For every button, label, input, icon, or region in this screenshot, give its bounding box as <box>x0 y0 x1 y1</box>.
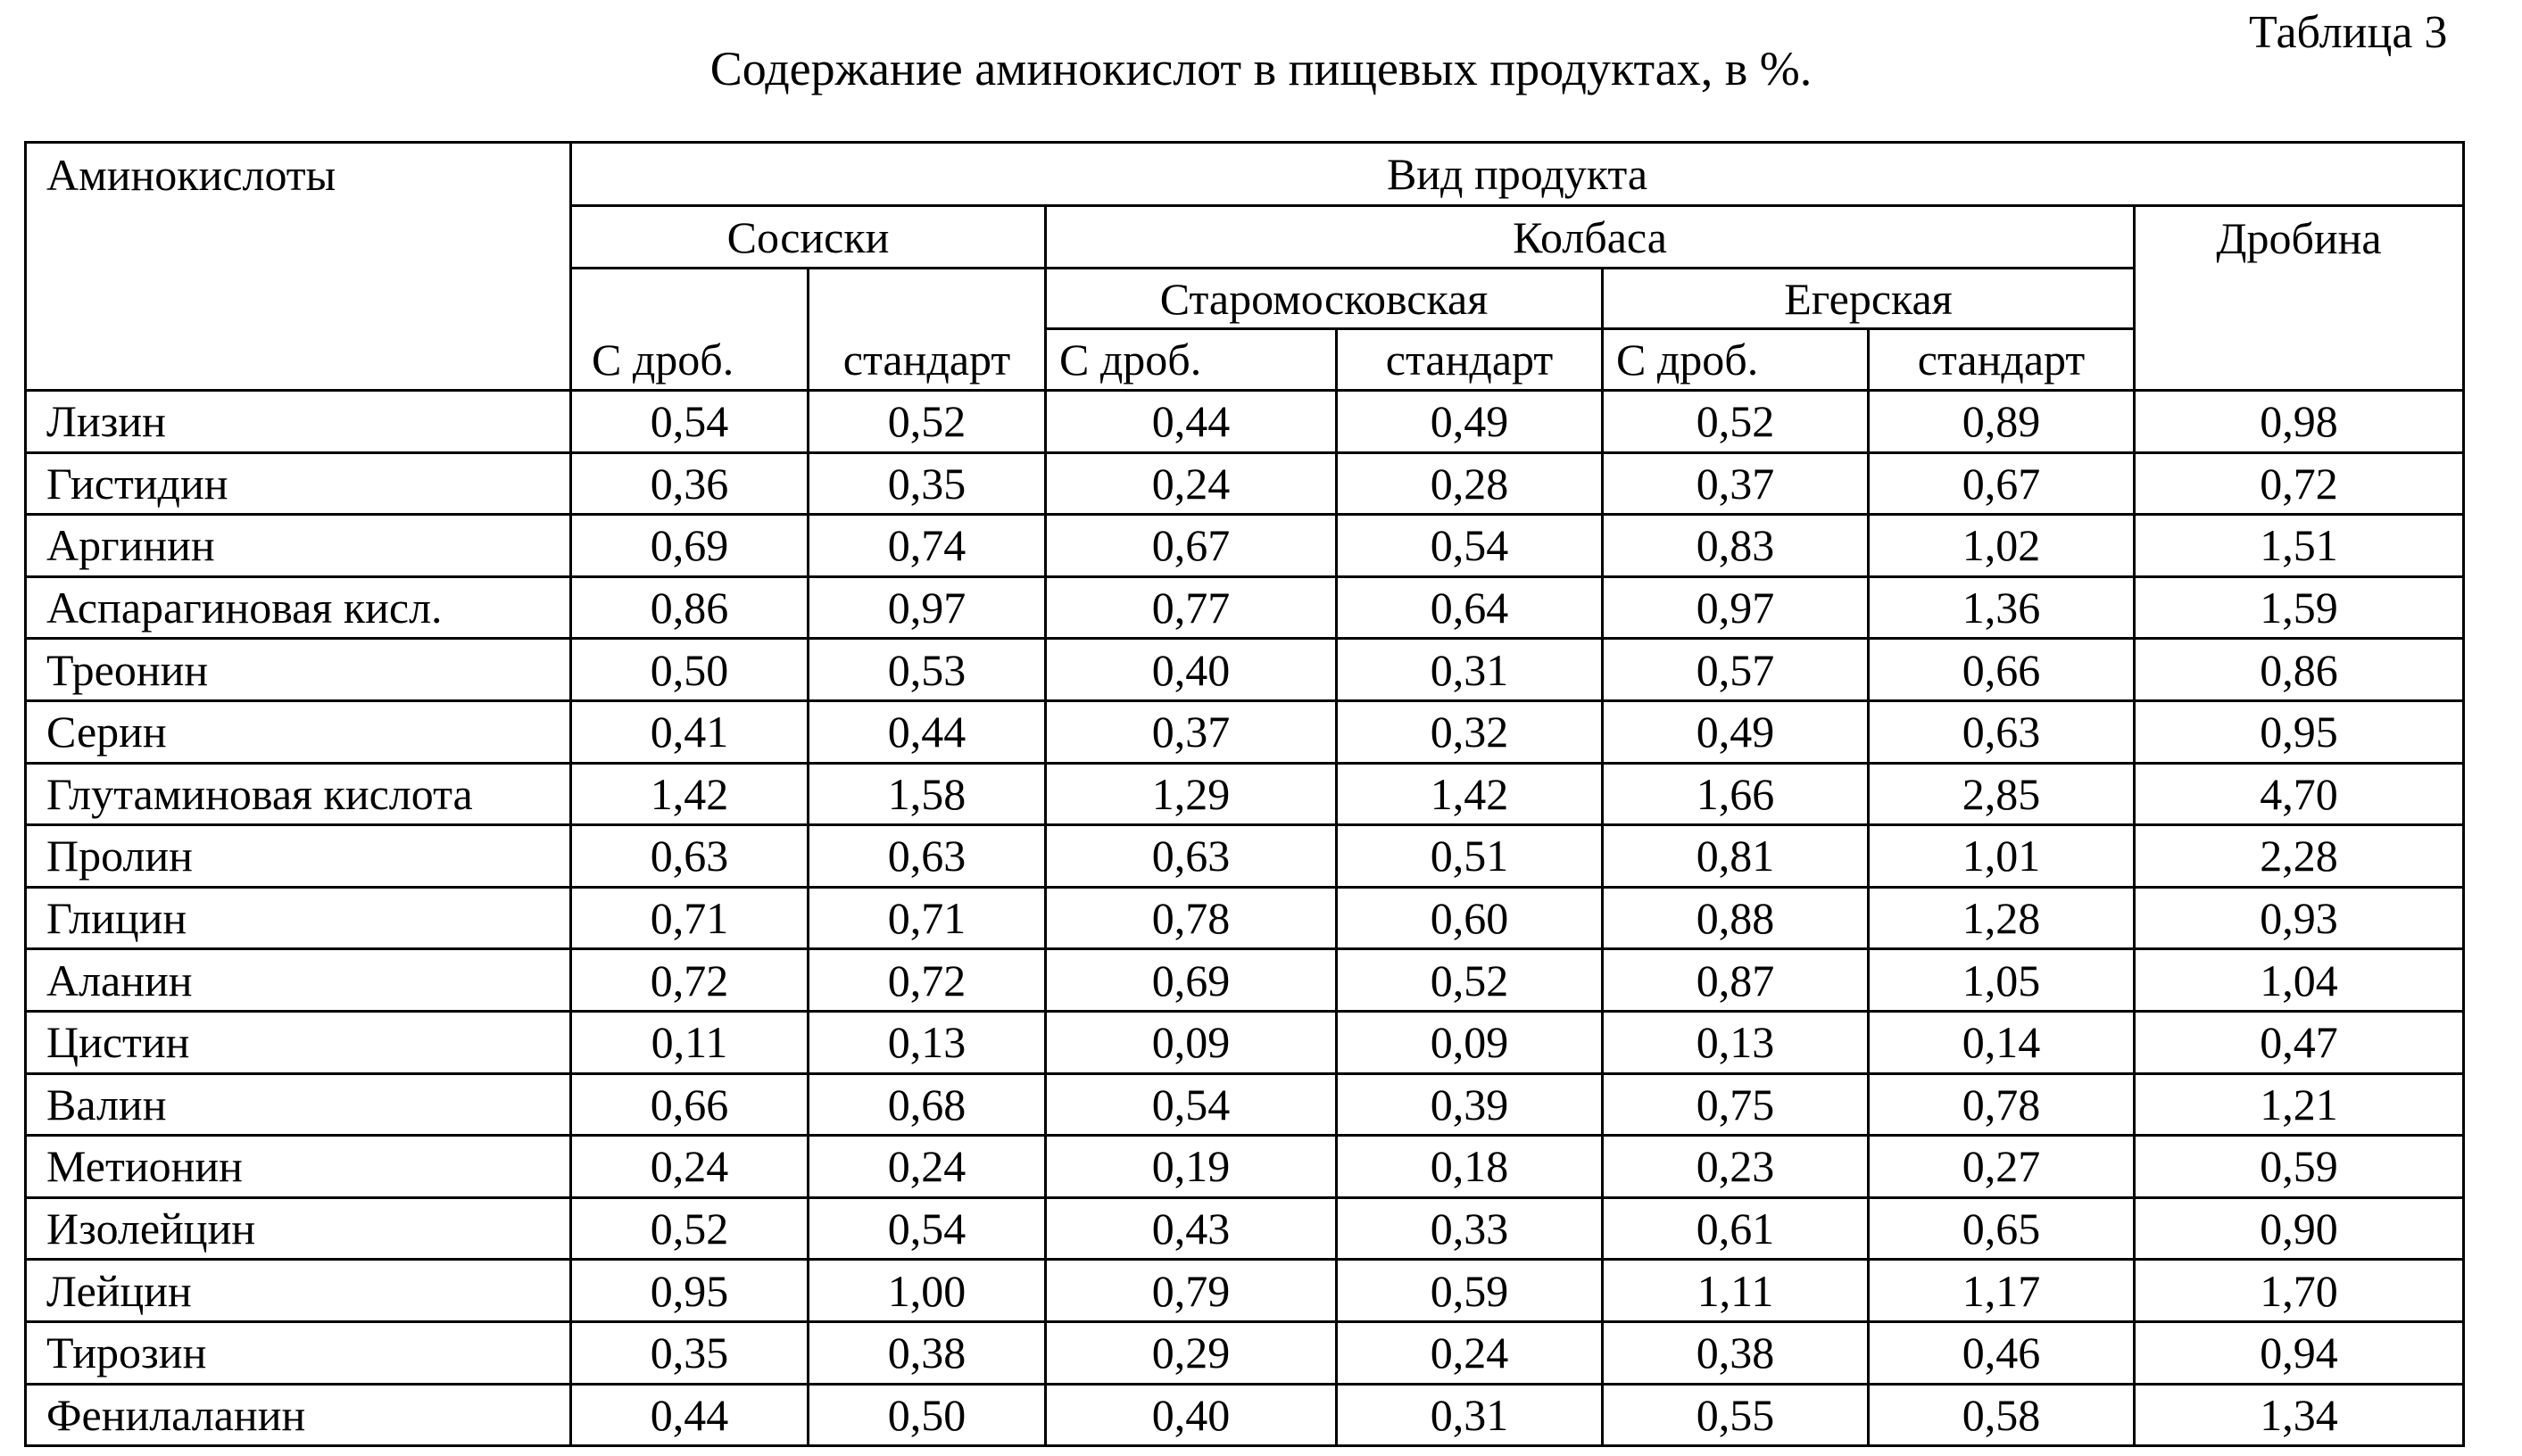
header-kolbasa: Колбаса <box>1046 206 2135 269</box>
amino-acid-name: Фенилаланин <box>26 1384 571 1446</box>
value-cell: 0,46 <box>1869 1321 2135 1384</box>
value-cell: 0,29 <box>1046 1321 1337 1384</box>
value-cell: 0,14 <box>1869 1011 2135 1073</box>
amino-acid-name: Валин <box>26 1073 571 1136</box>
value-cell: 0,63 <box>571 825 809 888</box>
value-cell: 0,72 <box>2135 452 2464 515</box>
value-cell: 0,64 <box>1337 576 1603 639</box>
value-cell: 2,85 <box>1869 763 2135 825</box>
value-cell: 0,55 <box>1603 1384 1869 1446</box>
value-cell: 0,35 <box>809 452 1046 515</box>
amino-acid-name: Треонин <box>26 639 571 701</box>
table-row <box>26 639 2464 701</box>
amino-acid-name: Гистидин <box>26 452 571 515</box>
value-cell: 0,41 <box>571 700 809 763</box>
header-sausages-with-drob: С дроб. <box>571 269 809 391</box>
table-number: Таблица 3 <box>2249 7 2448 58</box>
table-row <box>26 1136 2464 1198</box>
header-staromoskovskaya: Старомосковская <box>1046 269 1603 329</box>
value-cell: 0,67 <box>1046 515 1337 577</box>
value-cell: 1,59 <box>2135 576 2464 639</box>
value-cell: 0,97 <box>809 576 1046 639</box>
amino-acid-name: Цистин <box>26 1011 571 1073</box>
amino-acid-name: Аспарагиновая кисл. <box>26 576 571 639</box>
value-cell: 0,97 <box>1603 576 1869 639</box>
value-cell: 0,60 <box>1337 887 1603 949</box>
amino-acid-name: Глицин <box>26 887 571 949</box>
value-cell: 0,67 <box>1869 452 2135 515</box>
amino-acid-name: Серин <box>26 700 571 763</box>
value-cell: 1,01 <box>1869 825 2135 888</box>
value-cell: 0,69 <box>1046 949 1337 1012</box>
value-cell: 0,68 <box>809 1073 1046 1136</box>
amino-acid-name: Тирозин <box>26 1321 571 1384</box>
amino-acid-name: Аргинин <box>26 515 571 577</box>
value-cell: 0,47 <box>2135 1011 2464 1073</box>
header-egerskaya-with-drob: С дроб. <box>1603 329 1869 391</box>
value-cell: 0,40 <box>1046 639 1337 701</box>
value-cell: 0,39 <box>1337 1073 1603 1136</box>
value-cell: 0,52 <box>1337 949 1603 1012</box>
value-cell: 0,72 <box>809 949 1046 1012</box>
value-cell: 1,34 <box>2135 1384 2464 1446</box>
value-cell: 0,13 <box>1603 1011 1869 1073</box>
header-staromoskovskaya-with-drob: С дроб. <box>1046 329 1337 391</box>
value-cell: 0,49 <box>1603 700 1869 763</box>
table-row <box>26 1073 2464 1136</box>
value-cell: 0,61 <box>1603 1197 1869 1260</box>
amino-acid-name: Пролин <box>26 825 571 888</box>
value-cell: 0,88 <box>1603 887 1869 949</box>
value-cell: 0,54 <box>1337 515 1603 577</box>
value-cell: 0,44 <box>809 700 1046 763</box>
header-sausages-standard: стандарт <box>809 269 1046 391</box>
value-cell: 0,54 <box>1046 1073 1337 1136</box>
value-cell: 1,42 <box>571 763 809 825</box>
value-cell: 0,51 <box>1337 825 1603 888</box>
table-row <box>26 700 2464 763</box>
value-cell: 0,09 <box>1337 1011 1603 1073</box>
header-amino-acids: Аминокислоты <box>26 143 571 391</box>
value-cell: 0,86 <box>2135 639 2464 701</box>
value-cell: 0,23 <box>1603 1136 1869 1198</box>
value-cell: 0,52 <box>809 391 1046 453</box>
value-cell: 0,69 <box>571 515 809 577</box>
value-cell: 0,59 <box>1337 1260 1603 1322</box>
value-cell: 0,49 <box>1337 391 1603 453</box>
value-cell: 0,77 <box>1046 576 1337 639</box>
amino-acid-name: Лейцин <box>26 1260 571 1322</box>
table-row <box>26 576 2464 639</box>
table-row <box>26 949 2464 1012</box>
table-body <box>26 391 2464 1446</box>
value-cell: 0,65 <box>1869 1197 2135 1260</box>
amino-acid-name: Лизин <box>26 391 571 453</box>
value-cell: 0,53 <box>809 639 1046 701</box>
header-product-type: Вид продукта <box>571 143 2464 206</box>
value-cell: 0,81 <box>1603 825 1869 888</box>
value-cell: 0,27 <box>1869 1136 2135 1198</box>
value-cell: 0,93 <box>2135 887 2464 949</box>
value-cell: 1,02 <box>1869 515 2135 577</box>
value-cell: 0,78 <box>1869 1073 2135 1136</box>
value-cell: 0,43 <box>1046 1197 1337 1260</box>
value-cell: 0,28 <box>1337 452 1603 515</box>
value-cell: 0,63 <box>1869 700 2135 763</box>
table-row <box>26 1197 2464 1260</box>
table-row <box>26 391 2464 453</box>
table-row <box>26 1260 2464 1322</box>
value-cell: 0,54 <box>809 1197 1046 1260</box>
value-cell: 0,19 <box>1046 1136 1337 1198</box>
table-row <box>26 1384 2464 1446</box>
value-cell: 0,38 <box>809 1321 1046 1384</box>
value-cell: 4,70 <box>2135 763 2464 825</box>
value-cell: 0,52 <box>571 1197 809 1260</box>
value-cell: 0,09 <box>1046 1011 1337 1073</box>
value-cell: 1,51 <box>2135 515 2464 577</box>
value-cell: 0,31 <box>1337 1384 1603 1446</box>
value-cell: 2,28 <box>2135 825 2464 888</box>
amino-acid-name: Изолейцин <box>26 1197 571 1260</box>
value-cell: 0,74 <box>809 515 1046 577</box>
value-cell: 1,05 <box>1869 949 2135 1012</box>
value-cell: 0,24 <box>809 1136 1046 1198</box>
table-header <box>26 143 2464 391</box>
header-sausages: Сосиски <box>571 206 1046 269</box>
value-cell: 0,59 <box>2135 1136 2464 1198</box>
table-title: Содержание аминокислот в пищевых продуктах, в %. <box>709 42 1813 95</box>
value-cell: 0,57 <box>1603 639 1869 701</box>
value-cell: 1,66 <box>1603 763 1869 825</box>
value-cell: 1,04 <box>2135 949 2464 1012</box>
table-row <box>26 1321 2464 1384</box>
value-cell: 1,29 <box>1046 763 1337 825</box>
value-cell: 0,38 <box>1603 1321 1869 1384</box>
value-cell: 1,70 <box>2135 1260 2464 1322</box>
value-cell: 0,44 <box>1046 391 1337 453</box>
value-cell: 0,40 <box>1046 1384 1337 1446</box>
value-cell: 0,37 <box>1603 452 1869 515</box>
value-cell: 0,11 <box>571 1011 809 1073</box>
value-cell: 0,98 <box>2135 391 2464 453</box>
value-cell: 1,58 <box>809 763 1046 825</box>
value-cell: 0,78 <box>1046 887 1337 949</box>
header-staromoskovskaya-standard: стандарт <box>1337 329 1603 391</box>
value-cell: 0,95 <box>2135 700 2464 763</box>
value-cell: 0,24 <box>1337 1321 1603 1384</box>
header-drobina: Дробина <box>2135 206 2464 391</box>
value-cell: 0,95 <box>571 1260 809 1322</box>
table-row <box>26 452 2464 515</box>
value-cell: 0,44 <box>571 1384 809 1446</box>
value-cell: 0,75 <box>1603 1073 1869 1136</box>
value-cell: 0,71 <box>571 887 809 949</box>
value-cell: 1,00 <box>809 1260 1046 1322</box>
header-egerskaya-standard: стандарт <box>1869 329 2135 391</box>
value-cell: 0,86 <box>571 576 809 639</box>
amino-acid-table <box>24 141 2465 1447</box>
value-cell: 1,17 <box>1869 1260 2135 1322</box>
value-cell: 0,32 <box>1337 700 1603 763</box>
value-cell: 1,21 <box>2135 1073 2464 1136</box>
value-cell: 0,89 <box>1869 391 2135 453</box>
value-cell: 0,90 <box>2135 1197 2464 1260</box>
value-cell: 0,66 <box>1869 639 2135 701</box>
table-row <box>26 763 2464 825</box>
value-cell: 0,37 <box>1046 700 1337 763</box>
value-cell: 0,63 <box>1046 825 1337 888</box>
value-cell: 0,18 <box>1337 1136 1603 1198</box>
value-cell: 0,24 <box>1046 452 1337 515</box>
value-cell: 0,52 <box>1603 391 1869 453</box>
value-cell: 0,24 <box>571 1136 809 1198</box>
value-cell: 0,79 <box>1046 1260 1337 1322</box>
value-cell: 0,35 <box>571 1321 809 1384</box>
amino-acid-name: Аланин <box>26 949 571 1012</box>
value-cell: 0,87 <box>1603 949 1869 1012</box>
value-cell: 0,13 <box>809 1011 1046 1073</box>
value-cell: 0,33 <box>1337 1197 1603 1260</box>
value-cell: 0,63 <box>809 825 1046 888</box>
value-cell: 1,36 <box>1869 576 2135 639</box>
value-cell: 1,28 <box>1869 887 2135 949</box>
table-row <box>26 515 2464 577</box>
value-cell: 0,54 <box>571 391 809 453</box>
table-row <box>26 825 2464 888</box>
value-cell: 0,66 <box>571 1073 809 1136</box>
value-cell: 1,42 <box>1337 763 1603 825</box>
value-cell: 0,94 <box>2135 1321 2464 1384</box>
value-cell: 0,50 <box>571 639 809 701</box>
table-row <box>26 1011 2464 1073</box>
header-egerskaya: Егерская <box>1603 269 2135 329</box>
value-cell: 0,71 <box>809 887 1046 949</box>
table-row <box>26 887 2464 949</box>
amino-acid-name: Метионин <box>26 1136 571 1198</box>
amino-acid-name: Глутаминовая кислота <box>26 763 571 825</box>
value-cell: 1,11 <box>1603 1260 1869 1322</box>
value-cell: 0,58 <box>1869 1384 2135 1446</box>
value-cell: 0,72 <box>571 949 809 1012</box>
value-cell: 0,31 <box>1337 639 1603 701</box>
value-cell: 0,83 <box>1603 515 1869 577</box>
value-cell: 0,50 <box>809 1384 1046 1446</box>
value-cell: 0,36 <box>571 452 809 515</box>
